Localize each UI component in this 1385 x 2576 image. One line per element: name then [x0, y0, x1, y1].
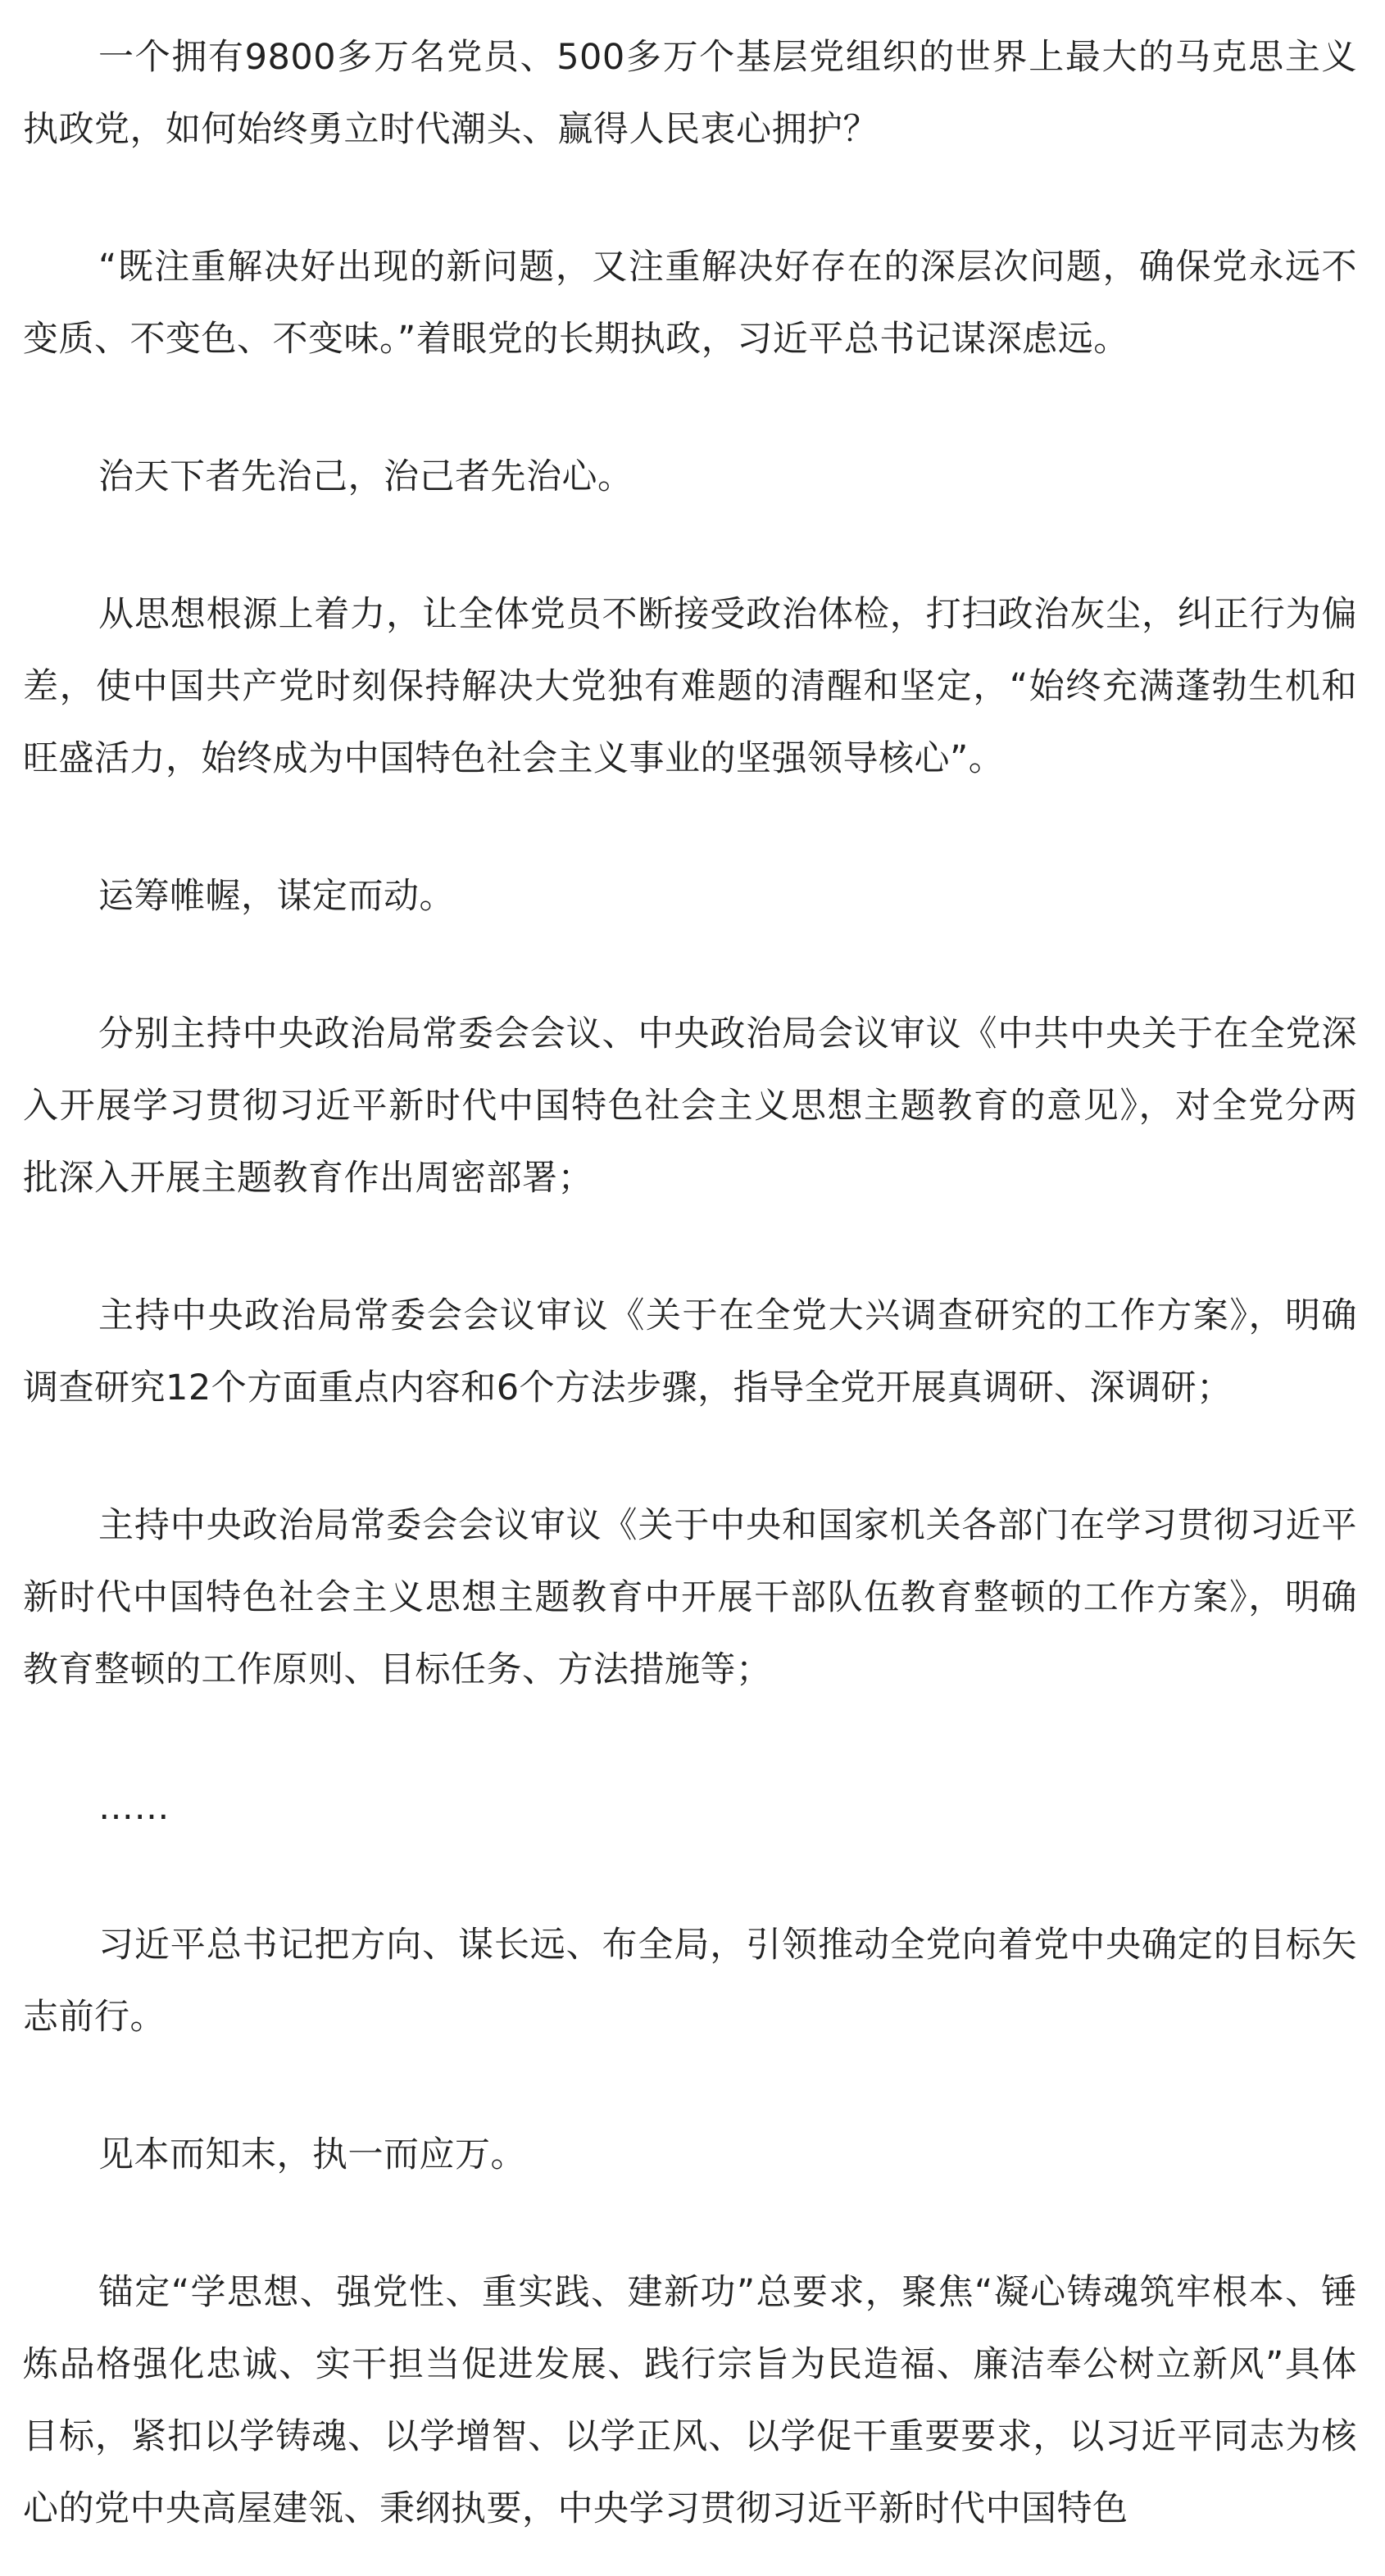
- paragraph-9: 习近平总书记把方向、谋长远、布全局，引领推动全党向着党中央确定的目标矢志前行。: [23, 1925, 1357, 2038]
- paragraph-5: 运筹帷幄，谋定而动。: [98, 876, 455, 917]
- paragraph-8: 主持中央政治局常委会会议审议《关于中央和国家机关各部门在学习贯彻习近平新时代中国特色社会主义思想主题教育中开展干部队伍教育整顿的工作方案》，明确教育整顿的工作原则、目标任务、方法措施等；: [23, 1505, 1357, 1690]
- paragraph-11: 锚定“学思想、强党性、重实践、建新功”总要求，聚焦“凝心铸魂筑牢根本、锤炼品格强化忠诚、实干担当促进发展、践行宗旨为民造福、廉洁奉公树立新风”具体目标，紧扣以学铸魂、以学增智、以学正风、以学促干重要要求，以习近平同志为核心的党中央高屋建瓴、秉纲执要，中央学习贯彻习近平新时代中国特色: [23, 2272, 1357, 2529]
- paragraph-7: 主持中央政治局常委会会议审议《关于在全党大兴调查研究的工作方案》，明确调查研究12个方面重点内容和6个方法步骤，指导全党开展真调研、深调研；: [23, 1295, 1357, 1408]
- paragraph-ellipsis: ……: [98, 1787, 170, 1828]
- paragraph-1: 一个拥有9800多万名党员、500多万个基层党组织的世界上最大的马克思主义执政党，如何始终勇立时代潮头、赢得人民衷心拥护？: [23, 37, 1357, 150]
- paragraph-3: 治天下者先治己，治己者先治心。: [98, 456, 633, 497]
- paragraph-2: “既注重解决好出现的新问题，又注重解决好存在的深层次问题，确保党永远不变质、不变色、不变味。”着眼党的长期执政，习近平总书记谋深虑远。: [23, 247, 1357, 360]
- paragraph-10: 见本而知末，执一而应万。: [98, 2134, 526, 2175]
- paragraph-4: 从思想根源上着力，让全体党员不断接受政治体检，打扫政治灰尘，纠正行为偏差，使中国共产党时刻保持解决大党独有难题的清醒和坚定，“始终充满蓬勃生机和旺盛活力，始终成为中国特色社会主义事业的坚强领导核心”。: [23, 594, 1357, 779]
- article-body: [23, 21, 1357, 2545]
- paragraph-6: 分别主持中央政治局常委会会议、中央政治局会议审议《中共中央关于在全党深入开展学习贯彻习近平新时代中国特色社会主义思想主题教育的意见》，对全党分两批深入开展主题教育作出周密部署；: [23, 1014, 1357, 1199]
